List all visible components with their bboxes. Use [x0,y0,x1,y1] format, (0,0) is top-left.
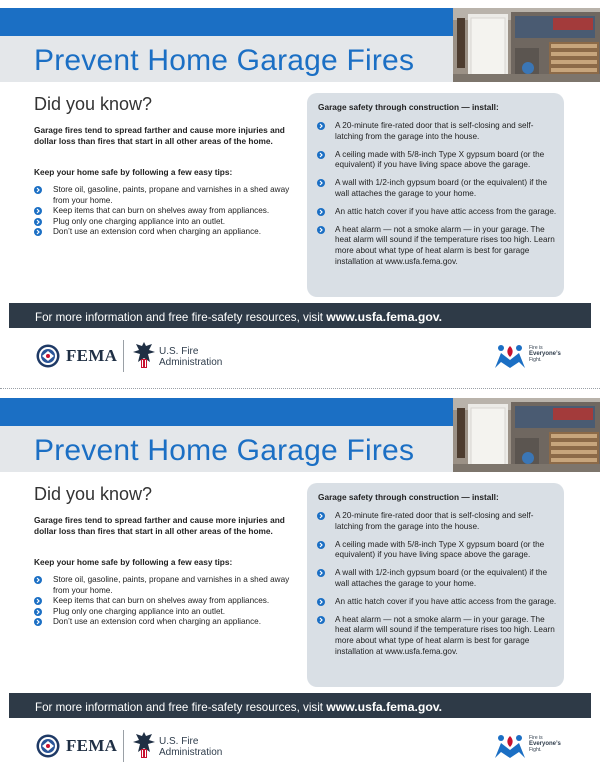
fie-line-1: Fire is [529,345,543,351]
construction-text: An attic hatch cover if you have attic access from the garage. [335,206,557,216]
eagle-icon [132,730,156,762]
list-item [317,178,557,199]
list-item [34,217,304,228]
tip-text: Plug only one charging appliance into an outlet. [53,216,226,226]
construction-text: A 20-minute fire-rated door that is self-closing and self-latching from the garage into the house. [335,121,534,141]
list-item [317,615,557,657]
tips-list [34,575,304,628]
garage-photo [453,398,600,472]
garage-photo [453,8,600,82]
footer-band [9,303,591,328]
list-item [34,596,304,607]
panel-title: Garage safety through construction — install: [318,492,499,502]
fie-line-2: Everyone’s [529,741,561,747]
construction-text: A wall with 1/2-inch gypsum board (or the equivalent) if the wall attaches the garage to your home. [335,568,548,588]
accent-bar [0,398,453,426]
chevron-right-icon [34,597,42,605]
construction-text: A ceiling made with 5/8-inch Type X gypsum board (or the equivalent) if you have living space above the garage. [335,539,545,560]
tip-text: Store oil, gasoline, paints, propane and varnishes in a shed away from your home. [53,185,290,205]
accent-bar [0,8,453,36]
tips-title: Keep your home safe by following a few easy tips: [34,167,233,177]
tip-text: Plug only one charging appliance into an outlet. [53,606,226,616]
list-item [317,121,557,142]
list-item [317,568,557,589]
chevron-right-icon [317,151,325,159]
usfa-line-1: U.S. Fire [159,346,199,357]
chevron-right-icon [34,608,42,616]
list-item [317,207,557,218]
logo-divider [123,340,124,372]
chevron-right-icon [317,616,325,624]
cut-line-divider [0,388,600,389]
list-item [34,227,304,238]
flyer-title: Prevent Home Garage Fires [34,44,415,77]
tip-text: Don’t use an extension cord when charging an appliance. [53,227,262,236]
construction-text: A 20-minute fire-rated door that is self-closing and self-latching from the garage into the house. [335,511,534,531]
list-item [34,617,304,628]
construction-text: An attic hatch cover if you have attic access from the garage. [335,596,557,606]
fire-is-everyones-fight-icon [492,340,528,372]
list-item [34,607,304,618]
list-item [34,206,304,217]
tip-text: Keep items that can burn on shelves away from appliances. [53,596,270,605]
chevron-right-icon [34,576,42,584]
fie-wordmark [529,345,561,363]
dhs-seal-icon [36,734,60,758]
usfa-line-1: U.S. Fire [159,736,199,747]
fire-is-everyones-fight-icon [492,730,528,762]
construction-text: A heat alarm — not a smoke alarm — in your garage. The heat alarm will sound if the temperature rises too high. Learn more about what type of heat alarm is best for garage installation at www.usfa.fema.gov. [335,614,555,656]
lead-paragraph: Garage fires tend to spread farther and cause more injuries and dollar loss than fires that start in all other areas of the home. [34,125,285,146]
tip-text: Keep items that can burn on shelves away from appliances. [53,206,270,215]
flyer-title: Prevent Home Garage Fires [34,434,415,467]
construction-text: A ceiling made with 5/8-inch Type X gypsum board (or the equivalent) if you have living space above the garage. [335,149,545,170]
chevron-right-icon [34,228,42,236]
tips-title: Keep your home safe by following a few easy tips: [34,557,233,567]
list-item [317,540,557,561]
list-item [317,150,557,171]
footer-lead: For more information and free fire-safety resources, visit [35,311,327,324]
usfa-wordmark [159,736,222,758]
construction-list [317,121,557,274]
list-item [34,575,304,596]
fie-wordmark [529,735,561,753]
flyer-card-top [0,0,600,388]
fema-wordmark: FEMA [66,346,118,365]
footer-band [9,693,591,718]
chevron-right-icon [317,122,325,130]
usfa-wordmark [159,346,222,368]
tip-text: Store oil, gasoline, paints, propane and varnishes in a shed away from your home. [53,575,290,595]
chevron-right-icon [317,179,325,187]
chevron-right-icon [317,569,325,577]
chevron-right-icon [317,598,325,606]
fie-line-2: Everyone’s [529,351,561,357]
fema-wordmark: FEMA [66,736,118,755]
list-item [317,511,557,532]
footer-url-link[interactable]: www.usfa.fema.gov. [326,310,443,324]
eagle-icon [132,340,156,372]
list-item [34,185,304,206]
did-you-know-heading: Did you know? [34,484,153,504]
chevron-right-icon [317,208,325,216]
fie-line-1: Fire is [529,735,543,741]
construction-panel [307,93,564,297]
footer-lead: For more information and free fire-safety resources, visit [35,701,327,714]
chevron-right-icon [317,226,325,234]
logo-divider [123,730,124,762]
footer-text [35,700,442,714]
chevron-right-icon [34,207,42,215]
construction-panel [307,483,564,687]
construction-list [317,511,557,664]
construction-text: A wall with 1/2-inch gypsum board (or the equivalent) if the wall attaches the garage to your home. [335,178,548,198]
chevron-right-icon [34,186,42,194]
chevron-right-icon [34,618,42,626]
list-item [317,597,557,608]
did-you-know-heading: Did you know? [34,94,153,114]
construction-text: A heat alarm — not a smoke alarm — in your garage. The heat alarm will sound if the temperature rises too high. Learn more about what type of heat alarm is best for garage installation at www.usfa.fema.gov. [335,224,555,266]
usfa-line-2: Administration [159,357,223,368]
chevron-right-icon [34,218,42,226]
tips-list [34,185,304,238]
dhs-seal-icon [36,344,60,368]
footer-text [35,310,442,324]
tip-text: Don’t use an extension cord when charging an appliance. [53,617,262,626]
footer-url-link[interactable]: www.usfa.fema.gov. [326,700,443,714]
flyer-card-bottom [0,390,600,778]
chevron-right-icon [317,512,325,520]
lead-paragraph: Garage fires tend to spread farther and cause more injuries and dollar loss than fires that start in all other areas of the home. [34,515,285,536]
list-item [317,225,557,267]
panel-title: Garage safety through construction — install: [318,102,499,112]
fie-line-3: Fight. [529,747,542,753]
fie-line-3: Fight. [529,357,542,363]
usfa-line-2: Administration [159,747,223,758]
chevron-right-icon [317,541,325,549]
